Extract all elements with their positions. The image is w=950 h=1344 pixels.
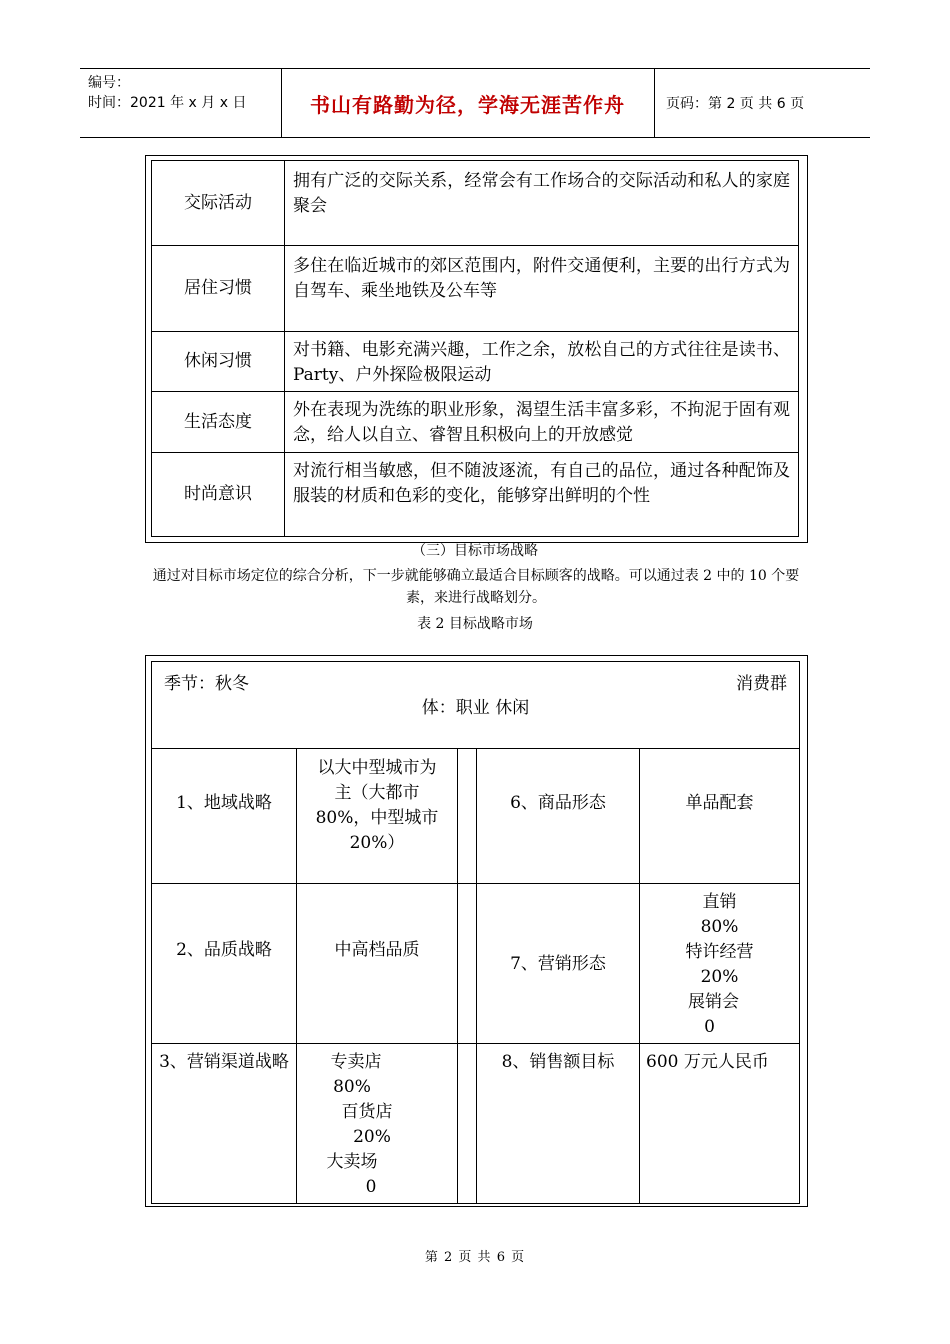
strategy-left-value <box>296 1043 458 1204</box>
value-line: 80% <box>700 917 739 937</box>
profile-label-fashion: 时尚意识 <box>151 452 285 537</box>
value-line: 0 <box>704 1017 715 1037</box>
spacer-cell <box>457 883 477 1044</box>
strategy-right-label: 8、销售额目标 <box>476 1043 640 1204</box>
strategy-right-value <box>639 748 800 884</box>
strategy-left-label: 3、营销渠道战略 <box>151 1043 297 1204</box>
serial-label: 编号： <box>88 75 130 91</box>
strategy-right-label: 6、商品形态 <box>476 748 640 884</box>
section-heading: （三）目标市场战略 <box>412 543 538 559</box>
strategy-right-label: 7、营销形态 <box>476 883 640 1044</box>
strategy-right-value <box>639 883 800 1044</box>
strategy-left-label: 2、品质战略 <box>151 883 297 1044</box>
page-header <box>80 68 870 138</box>
spacer-cell <box>457 1043 477 1204</box>
value-line: 大卖场 <box>326 1152 378 1172</box>
season-label: 季节：秋冬 <box>164 674 249 694</box>
profile-label-attitude: 生活态度 <box>151 391 285 453</box>
strategy-header-cell <box>151 661 800 749</box>
value-line: 主（大都市 <box>334 783 420 803</box>
value-line: 中高档品质 <box>334 940 420 960</box>
time-label: 时间：2021 年 x 月 x 日 <box>88 95 247 111</box>
profile-content-fashion: 对流行相当敏感，但不随波逐流，有自己的品位，通过各种配饰及服装的材质和色彩的变化，能够穿出鲜明的个性 <box>284 452 799 537</box>
page-footer: 第 2 页 共 6 页 <box>424 1250 526 1265</box>
strategy-left-value <box>296 883 458 1044</box>
value-line: 20% <box>353 1127 391 1147</box>
profile-label-living: 居住习惯 <box>151 245 285 332</box>
strategy-left-label: 1、地域战略 <box>151 748 297 884</box>
consumer-group-label-b: 体：职业 休闲 <box>421 698 530 718</box>
value-line: 600 万元人民币 <box>646 1052 769 1072</box>
header-divider <box>654 69 655 137</box>
value-line: 单品配套 <box>685 793 754 813</box>
value-line: 80% <box>333 1077 371 1097</box>
profile-content-attitude: 外在表现为洗练的职业形象，渴望生活丰富多彩，不拘泥于固有观念，给人以自立、睿智且积极向上的开放感觉 <box>284 391 799 453</box>
profile-label-leisure: 休闲习惯 <box>151 331 285 392</box>
strategy-left-value <box>296 748 458 884</box>
value-line: 20% <box>700 967 739 987</box>
value-line: 特许经营 <box>685 942 754 962</box>
value-line: 展销会 <box>688 992 739 1012</box>
profile-content-living: 多住在临近城市的郊区范围内，附件交通便利，主要的出行方式为自驾车、乘坐地铁及公车等 <box>284 245 799 332</box>
header-motto: 书山有路勤为径，学海无涯苦作舟 <box>310 92 625 117</box>
table-caption: 表 2 目标战略市场 <box>417 616 533 632</box>
profile-content-leisure: 对书籍、电影充满兴趣，工作之余，放松自己的方式往往是读书、Party、户外探险极限运动 <box>284 331 799 392</box>
profile-label-social: 交际活动 <box>151 160 285 246</box>
value-line: 80%，中型城市 <box>315 808 439 828</box>
section-paragraph: 通过对目标市场定位的综合分析，下一步就能够确立最适合目标顾客的战略。可以通过表 2 中的 10 个要素，来进行战略划分。 <box>152 568 800 606</box>
spacer-cell <box>457 748 477 884</box>
value-line: 专卖店 <box>330 1052 382 1072</box>
header-page-indicator: 页码：第 2 页 共 6 页 <box>666 96 805 112</box>
value-line: 直销 <box>702 892 737 912</box>
value-line: 20%） <box>349 833 405 853</box>
header-meta <box>88 73 246 113</box>
strategy-right-value <box>639 1043 800 1204</box>
profile-content-social: 拥有广泛的交际关系，经常会有工作场合的交际活动和私人的家庭聚会 <box>284 160 799 246</box>
value-line: 以大中型城市为 <box>317 758 437 778</box>
value-line: 百货店 <box>341 1102 393 1122</box>
consumer-group-label-a: 消费群 <box>736 674 787 694</box>
value-line: 0 <box>365 1177 377 1197</box>
